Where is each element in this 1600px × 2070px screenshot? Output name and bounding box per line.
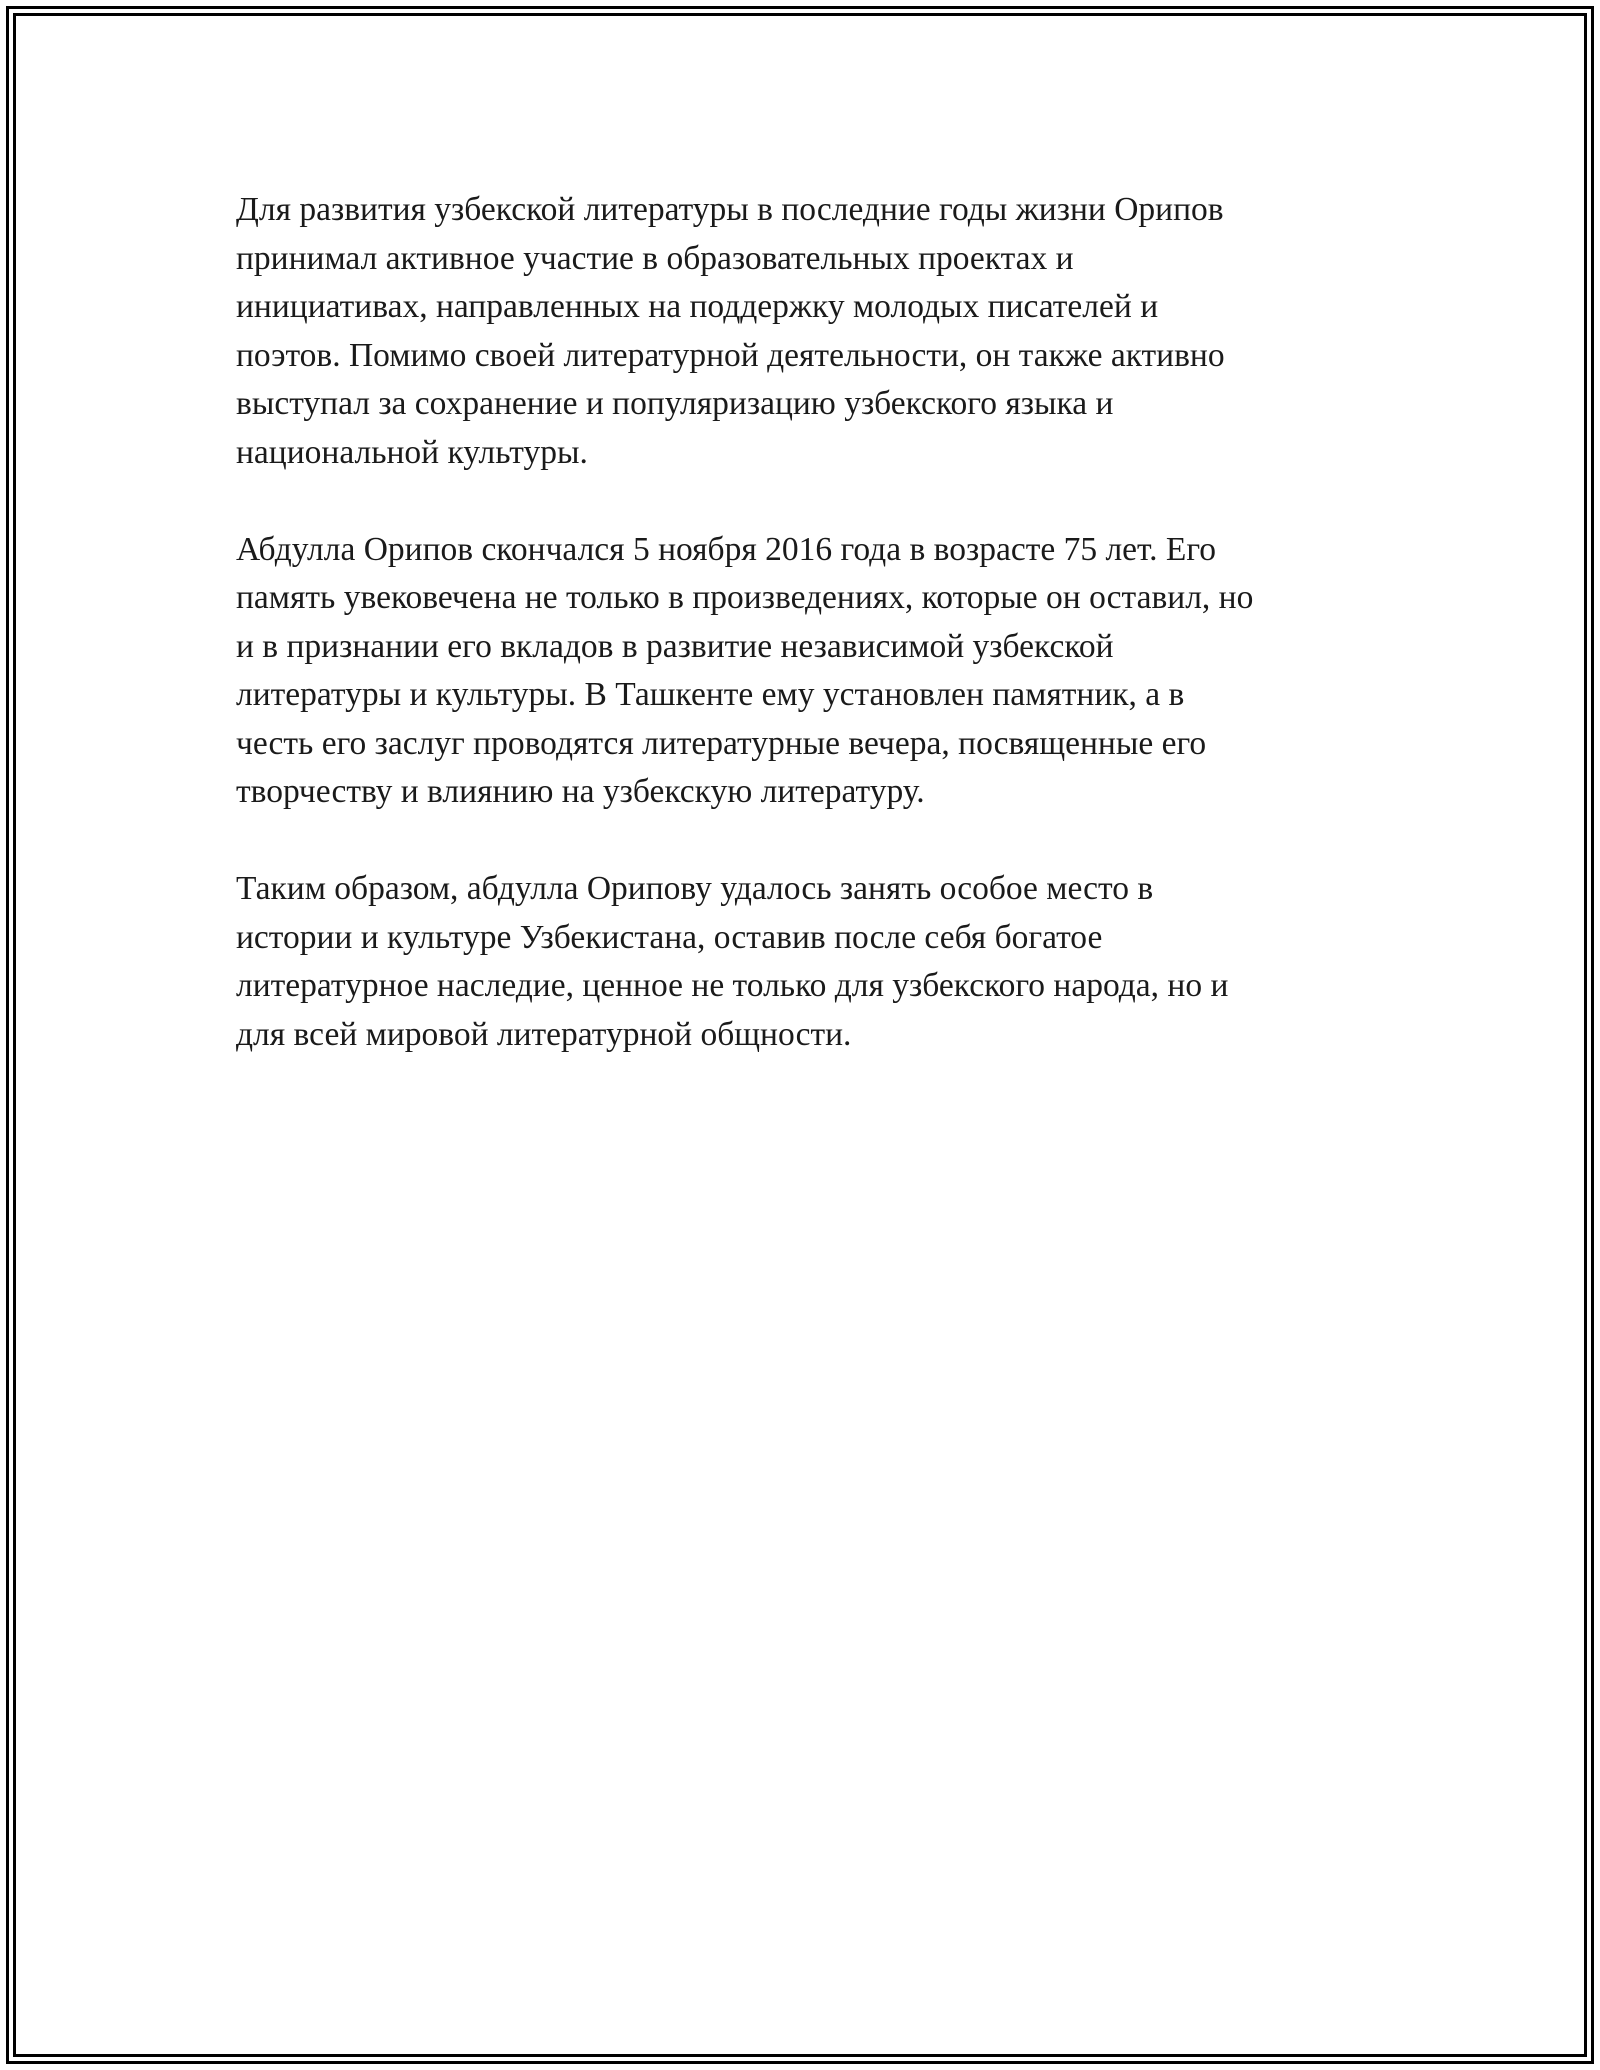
- paragraph-3: [236, 865, 1376, 1059]
- text-line: литературное наследие, ценное не только для узбекского народа, но и: [236, 967, 1229, 1004]
- text-line: честь его заслуг проводятся литературные вечера, посвященные его: [236, 724, 1207, 762]
- document-body: [236, 186, 1376, 1108]
- text-line: принимал активное участие в образовательных проектах и: [236, 239, 1074, 277]
- text-line: Для развития узбекской литературы в последние годы жизни Орипов: [236, 191, 1224, 228]
- text-line: литературы и культуры. В Ташкенте ему установлен памятник, а в: [236, 676, 1185, 713]
- text-line: поэтов. Помимо своей литературной деятельности, он также активно: [236, 336, 1225, 374]
- text-line: истории и культуре Узбекистана, оставив после себя богатое: [236, 918, 1103, 956]
- text-line: Таким образом, абдулла Орипову удалось занять особое место в: [236, 870, 1154, 907]
- text-line: и в признании его вкладов в развитие независимой узбекской: [236, 627, 1114, 665]
- text-line: Абдулла Орипов скончался 5 ноября 2016 года в возрасте 75 лет. Его: [236, 530, 1217, 568]
- text-line: инициативах, направленных на поддержку молодых писателей и: [236, 288, 1159, 325]
- text-line: для всей мировой литературной общности.: [236, 1015, 852, 1053]
- text-line: творчеству и влиянию на узбекскую литературу.: [236, 773, 925, 810]
- paragraph-1: [236, 186, 1376, 477]
- text-line: национальной культуры.: [236, 433, 588, 471]
- text-line: выступал за сохранение и популяризацию узбекского языка и: [236, 385, 1114, 422]
- paragraph-2: [236, 526, 1376, 817]
- text-line: память увековечена не только в произведениях, которые он оставил, но: [236, 579, 1254, 616]
